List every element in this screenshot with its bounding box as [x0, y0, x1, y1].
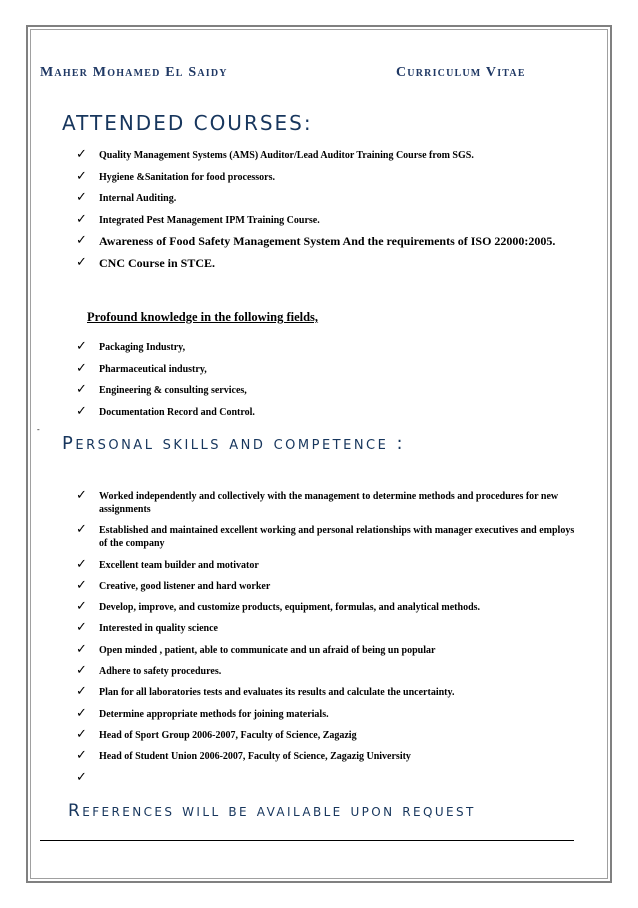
list-item [76, 211, 576, 227]
checkmark-icon: ✓ [76, 748, 87, 764]
list-item [76, 235, 576, 248]
course-text: Integrated Pest Management IPM Training Course. [99, 214, 320, 226]
field-text: Packaging Industry, [99, 342, 186, 353]
knowledge-heading: Profound knowledge in the following fields, [87, 310, 319, 324]
checkmark-icon: ✓ [76, 577, 87, 593]
checkmark-icon: ✓ [76, 382, 87, 397]
skill-text: Excellent team builder and motivator [99, 559, 259, 571]
skill-text: Creative, good listener and hard worker [99, 580, 271, 592]
skill-text: Interested in quality science [99, 623, 218, 635]
checkmark-icon: ✓ [76, 556, 87, 572]
checkmark-icon: ✓ [76, 403, 87, 419]
stray-dash-mark: - [37, 425, 40, 434]
list-item [76, 556, 576, 572]
checkmark-icon: ✓ [76, 190, 87, 205]
courses-title: ATTENDED COURSES: [62, 111, 313, 135]
skill-text: Worked independently and collectively with the management to determine methods and procedures for new assignments [99, 491, 559, 515]
checkmark-icon: ✓ [76, 599, 87, 615]
field-text: Pharmaceutical industry, [99, 363, 207, 375]
checkmark-icon: ✓ [76, 684, 87, 700]
course-text: Internal Auditing. [99, 193, 177, 204]
skill-text: Head of Student Union 2006-2007, Faculty of Science, Zagazig University [99, 751, 411, 763]
course-text: Quality Management Systems (AMS) Auditor/Lead Auditor Training Course from SGS. [99, 150, 474, 161]
skills-list [76, 490, 576, 793]
list-item [76, 384, 576, 397]
checkmark-icon: ✓ [76, 620, 87, 636]
checkmark-icon: ✓ [76, 522, 87, 538]
list-item [76, 726, 576, 742]
list-item [76, 168, 576, 184]
list-item [76, 769, 576, 785]
list-item [76, 490, 576, 516]
checkmark-icon: ✓ [76, 705, 87, 721]
skill-text: Established and maintained excellent working and personal relationships with manager executives and employs of the company [99, 525, 575, 550]
list-item [76, 665, 576, 678]
skill-text: Determine appropriate methods for joining materials. [99, 708, 329, 720]
courses-list [76, 149, 576, 278]
list-item [76, 601, 576, 614]
list-item [76, 403, 576, 419]
field-text: Engineering & consulting services, [99, 385, 247, 396]
checkmark-icon: ✓ [76, 726, 87, 742]
field-text: Documentation Record and Control. [99, 406, 255, 418]
checkmark-icon: ✓ [76, 211, 87, 227]
bottom-divider [40, 840, 574, 841]
course-text: Hygiene &Sanitation for food processors. [99, 171, 276, 183]
checkmark-icon: ✓ [76, 339, 87, 354]
skill-text: Develop, improve, and customize products, equipment, formulas, and analytical methods. [99, 602, 481, 614]
list-item [76, 149, 576, 162]
checkmark-icon: ✓ [76, 769, 87, 785]
knowledge-list [76, 341, 576, 427]
list-item [76, 524, 576, 550]
checkmark-icon: ✓ [76, 168, 87, 184]
list-item [76, 360, 576, 376]
candidate-name: Maher Mohamed El Saidy [40, 65, 228, 80]
list-item [76, 254, 576, 270]
list-item [76, 686, 576, 699]
skill-text: Head of Sport Group 2006-2007, Faculty of Science, Zagazig [99, 729, 357, 741]
list-item [76, 750, 576, 763]
skills-title: Personal skills and competence : [62, 433, 406, 454]
checkmark-icon: ✓ [76, 488, 87, 503]
checkmark-icon: ✓ [76, 254, 87, 270]
checkmark-icon: ✓ [76, 233, 87, 248]
course-text: Awareness of Food Safety Management System And the requirements of ISO 22000:2005. [99, 234, 556, 248]
list-item [76, 641, 576, 657]
list-item [76, 341, 576, 354]
skill-text: Open minded , patient, able to communicate and un afraid of being un popular [99, 644, 436, 656]
checkmark-icon: ✓ [76, 147, 87, 162]
checkmark-icon: ✓ [76, 663, 87, 679]
list-item [76, 192, 576, 205]
checkmark-icon: ✓ [76, 641, 87, 657]
references-note: References will be available upon request [68, 801, 476, 821]
list-item [76, 622, 576, 635]
skill-text: Adhere to safety procedures. [99, 666, 222, 678]
skill-text: Plan for all laboratories tests and evaluates its results and calculate the uncertainty. [99, 687, 455, 699]
document-type: Curriculum Vitae [396, 65, 526, 80]
list-item [76, 577, 576, 593]
list-item [76, 705, 576, 721]
course-text: CNC Course in STCE. [99, 255, 216, 270]
checkmark-icon: ✓ [76, 360, 87, 376]
